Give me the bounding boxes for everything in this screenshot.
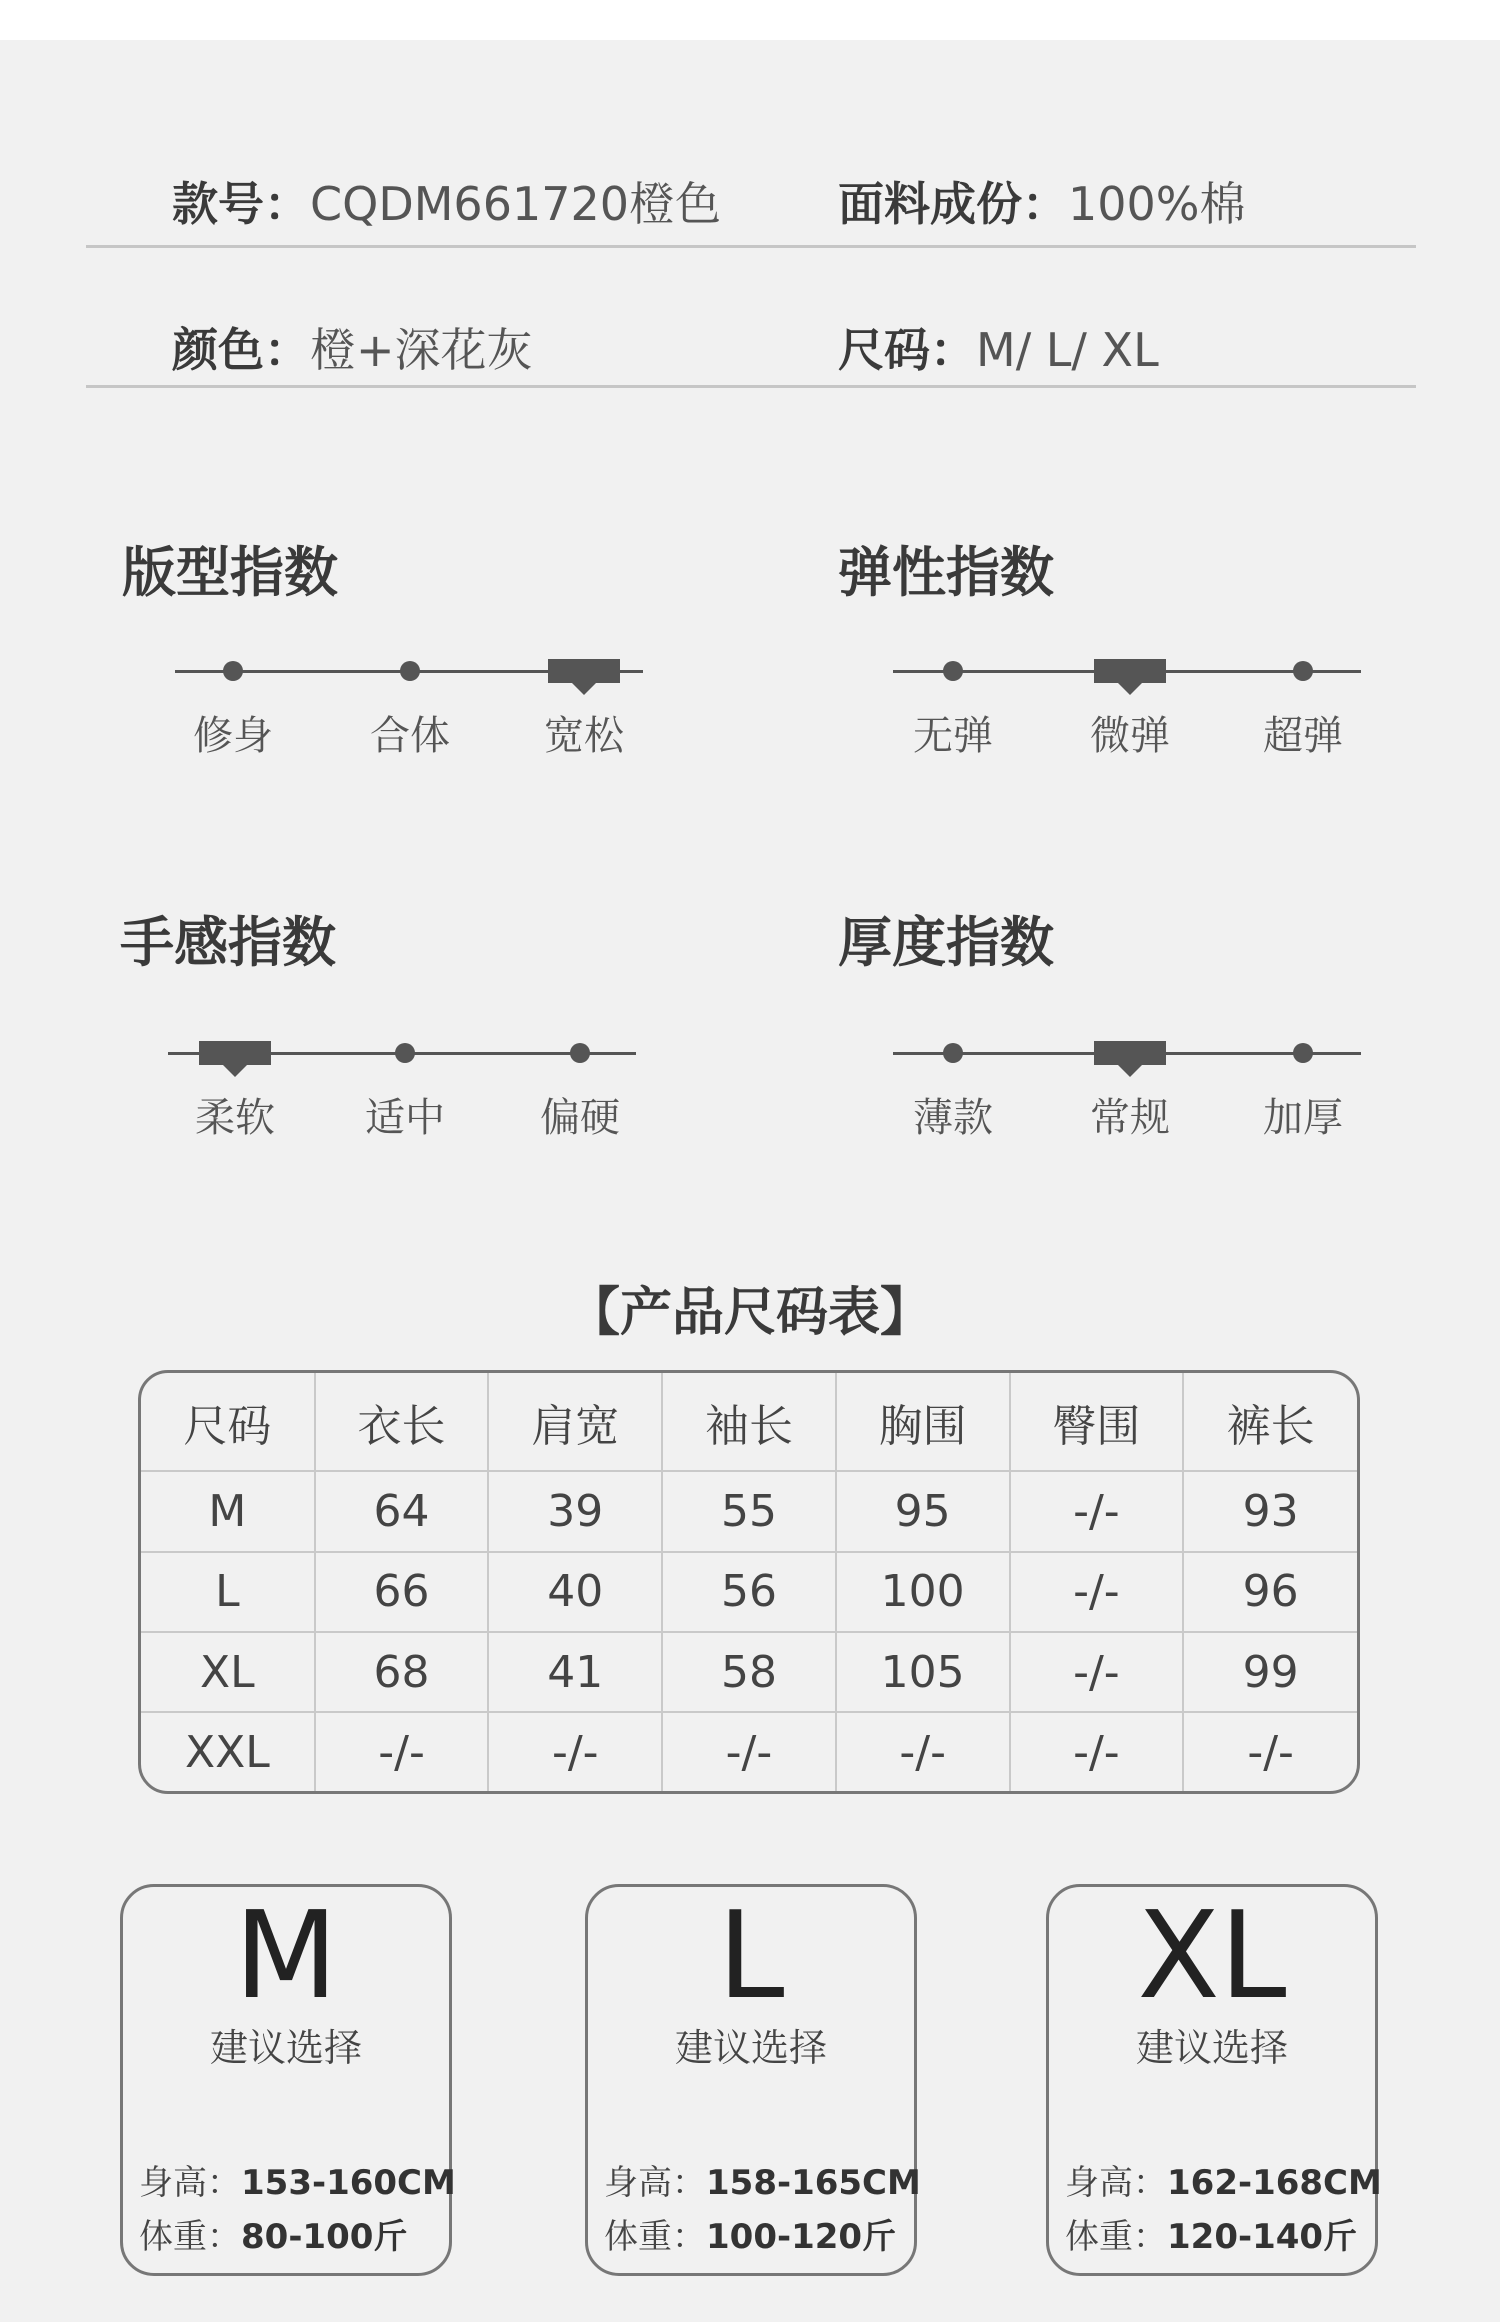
table-cell: XL [141,1632,315,1712]
table-row [141,1471,1357,1551]
index-selected-marker [1094,1041,1166,1065]
header-cell: 尺码 [141,1373,315,1471]
card-weight-line [139,2209,407,2258]
table-cell: -/- [315,1712,489,1791]
index-selected-marker [548,659,620,683]
header-cell: 衣长 [315,1373,489,1471]
table-cell: 99 [1183,1632,1357,1712]
index-stop-dot [395,1043,415,1063]
table-cell: 64 [315,1471,489,1551]
table-cell: 93 [1183,1471,1357,1551]
table-cell: 39 [488,1471,662,1551]
index-option-label: 微弹 [1090,713,1170,759]
size-table [138,1370,1360,1794]
index-title: 手感指数 [120,911,336,974]
card-weight-value: 120-140斤 [1167,2217,1358,2257]
size-card-m [120,1884,456,2276]
table-cell: 55 [662,1471,836,1551]
index-option-label: 无弹 [913,713,993,759]
card-suggest-label: 建议选择 [1135,2026,1288,2070]
index-stop-dot [943,661,963,681]
card-size-letter: M [234,1887,338,2026]
spec-size-value: M/ L/ XL [976,323,1159,377]
table-cell: 105 [836,1632,1010,1712]
spec-divider-1 [86,245,1416,248]
card-weight-line [604,2209,896,2258]
index-stop-dot [943,1043,963,1063]
table-cell: -/- [488,1712,662,1791]
index-option-label: 宽松 [544,713,624,759]
table-cell: -/- [1183,1712,1357,1791]
index-option-label: 柔软 [195,1095,275,1141]
spec-model-key: 款号： [172,177,310,231]
table-cell: 96 [1183,1552,1357,1632]
table-cell: -/- [1010,1712,1184,1791]
index-option-label: 常规 [1090,1095,1170,1141]
spec-color-key: 颜色： [172,323,310,377]
size-table-header-row [141,1373,1357,1471]
card-height-key: 身高： [604,2163,706,2203]
table-row [141,1632,1357,1712]
index-stop-dot [1293,661,1313,681]
card-weight-key: 体重： [604,2217,706,2257]
header-cell: 臀围 [1010,1373,1184,1471]
card-height-line [604,2155,921,2204]
header-cell: 裤长 [1183,1373,1357,1471]
index-option-label: 偏硬 [540,1095,620,1141]
spec-fabric-key: 面料成份： [838,177,1068,231]
table-cell: 41 [488,1632,662,1712]
table-cell: 66 [315,1552,489,1632]
table-row [141,1712,1357,1791]
spec-size-key: 尺码： [838,323,976,377]
card-weight-value: 100-120斤 [706,2217,897,2257]
spec-color-value: 橙+深花灰 [310,323,533,377]
spec-model [172,168,721,234]
card-height-line [1065,2155,1382,2204]
size-table-title: 【产品尺码表】 [567,1283,932,1343]
index-option-label: 薄款 [913,1095,993,1141]
table-cell: 56 [662,1552,836,1632]
header-cell: 袖长 [662,1373,836,1471]
index-option-label: 合体 [370,713,450,759]
card-height-value: 158-165CM [706,2163,921,2203]
index-stop-dot [223,661,243,681]
spec-size [838,314,1159,380]
spec-fabric-value: 100%棉 [1068,177,1246,231]
table-cell: -/- [1010,1471,1184,1551]
card-size-letter: XL [1137,1887,1287,2026]
card-size-letter: L [717,1887,785,2026]
table-cell: XXL [141,1712,315,1791]
card-suggest-label: 建议选择 [209,2026,362,2070]
card-suggest-label: 建议选择 [674,2026,827,2070]
index-stop-dot [400,661,420,681]
index-option-label: 超弹 [1263,713,1343,759]
table-cell: M [141,1471,315,1551]
table-cell: -/- [1010,1632,1184,1712]
header-cell: 胸围 [836,1373,1010,1471]
index-selected-marker [199,1041,271,1065]
table-cell: -/- [1010,1552,1184,1632]
size-card-l [585,1884,921,2276]
card-height-value: 153-160CM [241,2163,456,2203]
header-cell: 肩宽 [488,1373,662,1471]
table-cell: 40 [488,1552,662,1632]
spec-fabric [838,168,1246,234]
card-height-line [139,2155,456,2204]
card-height-key: 身高： [1065,2163,1167,2203]
table-cell: 100 [836,1552,1010,1632]
spec-model-value: CQDM661720橙色 [310,177,722,231]
card-height-value: 162-168CM [1167,2163,1382,2203]
table-cell: -/- [836,1712,1010,1791]
spec-color [172,314,533,380]
index-stop-dot [1293,1043,1313,1063]
index-title: 版型指数 [122,541,338,604]
index-option-label: 修身 [193,713,273,759]
card-weight-value: 80-100斤 [241,2217,408,2257]
index-title: 弹性指数 [838,541,1054,604]
spec-divider-2 [86,385,1416,388]
card-weight-key: 体重： [139,2217,241,2257]
card-height-key: 身高： [139,2163,241,2203]
card-weight-key: 体重： [1065,2217,1167,2257]
table-cell: 95 [836,1471,1010,1551]
table-cell: -/- [662,1712,836,1791]
size-card-xl [1046,1884,1382,2276]
table-row [141,1552,1357,1632]
index-stop-dot [570,1043,590,1063]
index-title: 厚度指数 [838,911,1054,974]
table-cell: L [141,1552,315,1632]
table-cell: 68 [315,1632,489,1712]
card-weight-line [1065,2209,1357,2258]
index-option-label: 加厚 [1263,1095,1343,1141]
index-selected-marker [1094,659,1166,683]
table-cell: 58 [662,1632,836,1712]
index-option-label: 适中 [365,1095,445,1141]
